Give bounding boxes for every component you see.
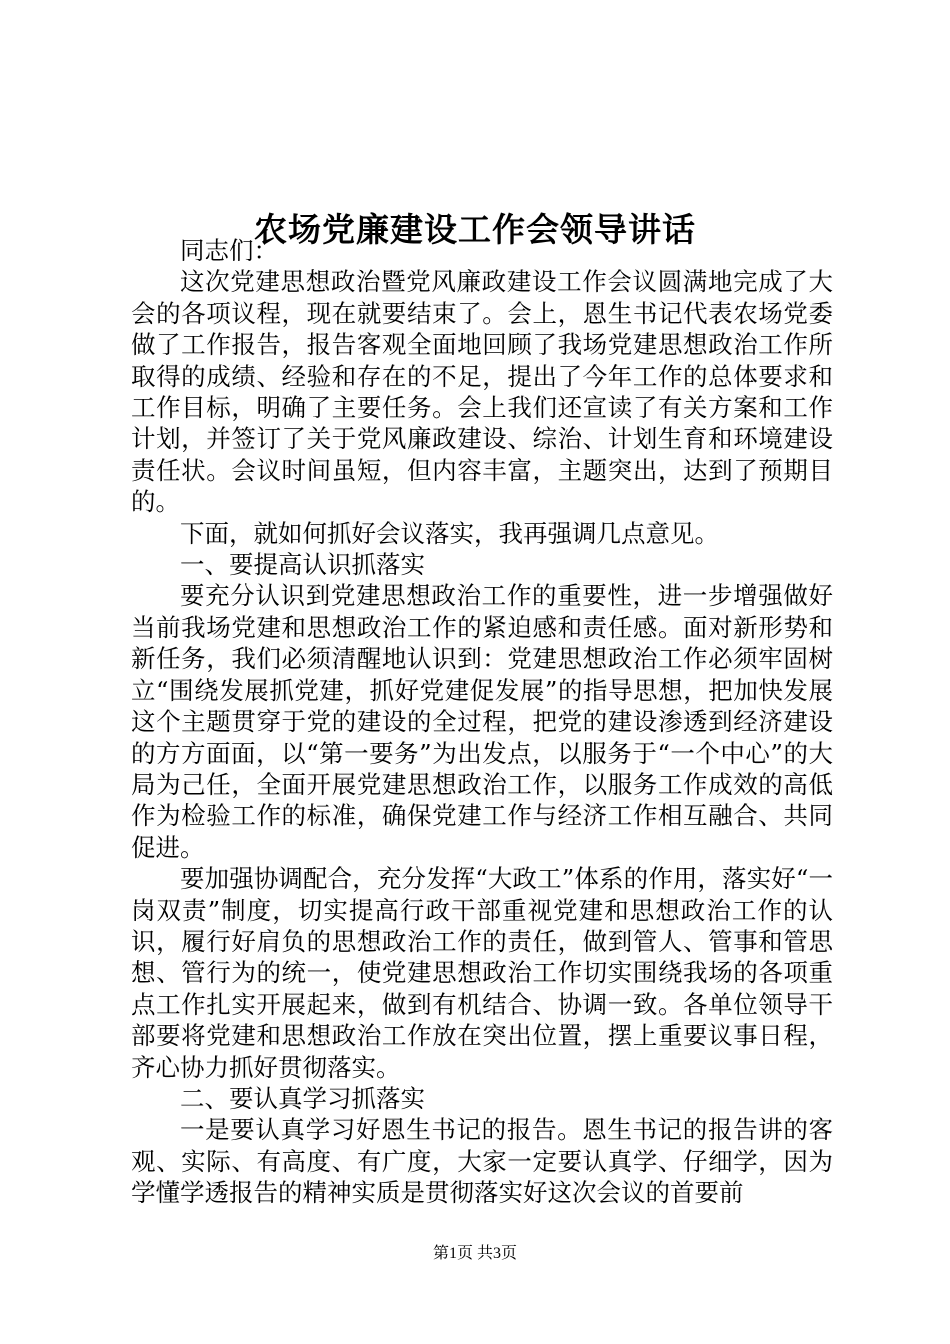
paragraph-opening: 这次党建思想政治暨党风廉政建设工作会议圆满地完成了大会的各项议程，现在就要结束了。会上，恩生书记代表农场党委做了工作报告，报告客观全面地回顾了我场党建思想政治工作所取得的成绩、经验和存在的不足，提出了今年工作的总体要求和工作目标，明确了主要任务。会上我们还宣读了有关方案和工作计划，并签订了关于党风廉政建设、综治、计划生育和环境建设责任状。会议时间虽短，但内容丰富，主题突出，达到了预期目的。 xyxy=(131,267,833,517)
paragraph-section1-b: 要加强协调配合，充分发挥“大政工”体系的作用，落实好“一岗双责”制度，切实提高行政干部重视党建和思想政治工作的认识，履行好肩负的思想政治工作的责任，做到管人、管事和管思想、管行为的统一，使党建思想政治工作切实围绕我场的各项重点工作扎实开展起来，做到有机结合、协调一致。各单位领导干部要将党建和思想政治工作放在突出位置，摆上重要议事日程，齐心协力抓好贯彻落实。 xyxy=(131,864,833,1082)
section-heading-1: 一、要提高认识抓落实 xyxy=(180,550,425,580)
section-heading-2: 二、要认真学习抓落实 xyxy=(180,1083,425,1113)
document-body xyxy=(131,235,833,1209)
paragraph-transition: 下面，就如何抓好会议落实，我再强调几点意见。 xyxy=(180,518,719,548)
page-number: 第1页 共3页 xyxy=(432,1245,517,1262)
paragraph-section1-a: 要充分认识到党建思想政治工作的重要性，进一步增强做好当前我场党建和思想政治工作的紧迫感和责任感。面对新形势和新任务，我们必须清醒地认识到：党建思想政治工作必须牢固树立“围绕发展抓党建，抓好党建促发展”的指导思想，把加快发展这个主题贯穿于党的建设的全过程，把党的建设渗透到经济建设的方方面面，以“第一要务”为出发点，以服务于“一个中心”的大局为己任，全面开展党建思想政治工作，以服务工作成效的高低作为检验工作的标准，确保党建工作与经济工作相互融合、共同促进。 xyxy=(131,581,833,862)
salutation: 同志们： xyxy=(180,236,278,265)
paragraph-section2-a: 一是要认真学习好恩生书记的报告。恩生书记的报告讲的客观、实际、有高度、有广度，大家一定要认真学、仔细学，因为学懂学透报告的精神实质是贯彻落实好这次会议的首要前 xyxy=(131,1115,833,1208)
page-title: 农场党廉建设工作会领导讲话 xyxy=(254,210,696,250)
